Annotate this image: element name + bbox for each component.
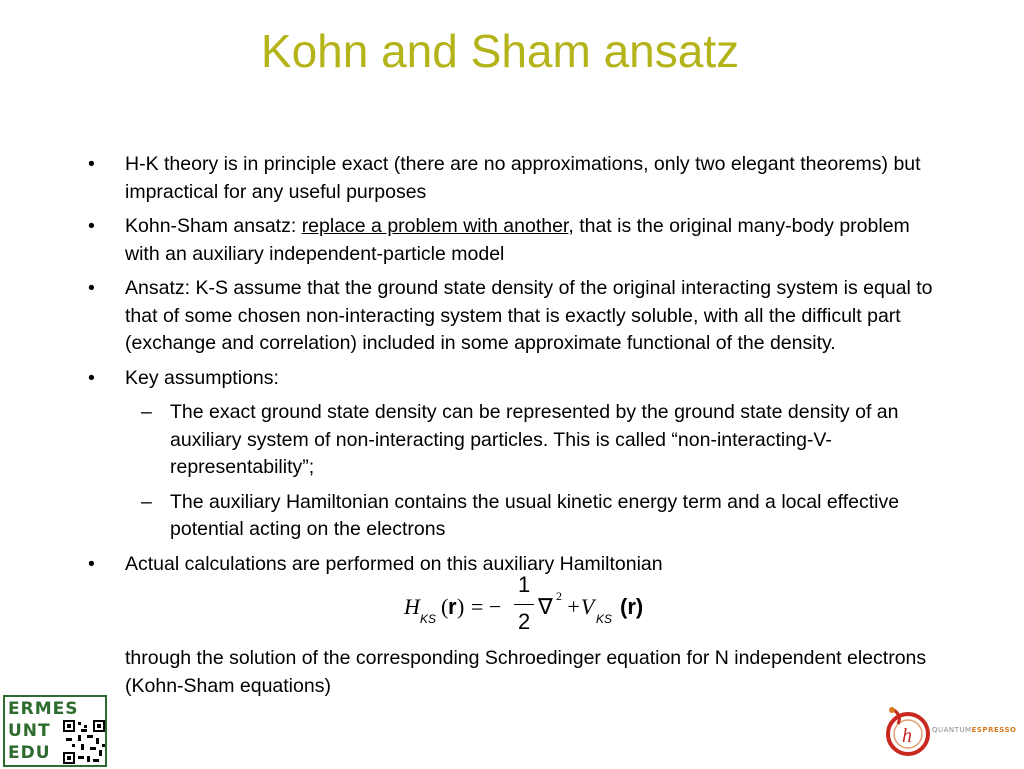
eq-r: r xyxy=(448,594,457,619)
ermes-logo-row: ERMES xyxy=(8,699,79,719)
sub-bullet-item xyxy=(88,489,948,544)
eq-numerator: 1 xyxy=(518,572,531,597)
sub-bullet-text: The auxiliary Hamiltonian contains the usual kinetic energy term and a local effective potential acting on the electrons xyxy=(170,490,900,540)
bullet-item xyxy=(88,151,948,206)
eq-nabla: ∇ xyxy=(538,594,553,619)
slide-title: Kohn and Sham ansatz xyxy=(260,25,740,77)
closing-text: through the solution of the corresponding Schroedinger equation for N independent electrons (Kohn-Sham equations) xyxy=(125,647,927,697)
qe-wordmark-suffix: ESPRESSO xyxy=(971,726,1017,734)
dash-mark: – xyxy=(141,490,152,513)
eq-paren-open: ( xyxy=(441,594,449,619)
sub-bullet-text: The exact ground state density can be represented by the ground state density of an auxiliary system of non-interacting particles. This is called “non-interacting-V-representability”; xyxy=(170,401,899,478)
bullet-mark: • xyxy=(88,366,95,389)
eq-superscript-2: 2 xyxy=(556,589,562,603)
bullet-mark: • xyxy=(88,277,95,299)
bullet-item xyxy=(88,213,948,268)
eq-equals-minus: = − xyxy=(471,594,502,619)
ermes-logo-row: EDU xyxy=(8,743,51,763)
eq-denominator: 2 xyxy=(518,609,531,634)
ks-hamiltonian-equation xyxy=(88,572,948,637)
bullet-text: Actual calculations are performed on this auxiliary Hamiltonian xyxy=(125,552,663,575)
quantum-espresso-logo xyxy=(880,702,1024,762)
bullet-text-underlined: replace a problem with another xyxy=(301,215,569,237)
dash-mark: – xyxy=(141,401,152,423)
eq-plus-v: +V xyxy=(566,594,595,619)
eq-paren-close: ) xyxy=(457,594,465,619)
bullet-mark: • xyxy=(88,552,95,575)
bullet-text: Key assumptions: xyxy=(125,366,279,389)
sub-bullet-item xyxy=(88,399,948,482)
bullet-item xyxy=(88,275,948,358)
eq-subscript-ks: KS xyxy=(420,612,437,626)
bullet-text-prefix: Kohn-Sham ansatz: xyxy=(125,215,302,237)
quantum-espresso-emblem-icon xyxy=(880,702,932,760)
eq-r-2: (r) xyxy=(620,594,644,619)
slide-body xyxy=(88,151,948,700)
fraction-line xyxy=(514,604,534,605)
bullet-text-suffix: , that is the original many-body problem with an auxiliary independent-particle model xyxy=(125,215,910,265)
bullet-item xyxy=(88,365,948,393)
bullet-mark: • xyxy=(88,215,95,237)
svg-text:h: h xyxy=(902,725,912,747)
eq-subscript-ks-2: KS xyxy=(596,612,613,626)
bullet-text: Ansatz: K-S assume that the ground state density of the original interacting system is equal to that of some chosen non-interacting system that is exactly soluble, with all the difficult part (exchange and correlation) included in some approximate functional of the density. xyxy=(125,277,933,354)
ermes-logo-row: UNT xyxy=(8,721,51,741)
eq-H: H xyxy=(404,594,420,619)
qe-wordmark-prefix: QUANTUM xyxy=(932,726,972,734)
bullet-mark: • xyxy=(88,153,95,175)
quantum-espresso-wordmark xyxy=(932,726,1016,734)
ermes-logo xyxy=(3,695,107,767)
bullet-text: H-K theory is in principle exact (there are no approximations, only two elegant theorems) but impractical for any useful purposes xyxy=(125,153,921,203)
qr-code-icon xyxy=(63,720,105,764)
